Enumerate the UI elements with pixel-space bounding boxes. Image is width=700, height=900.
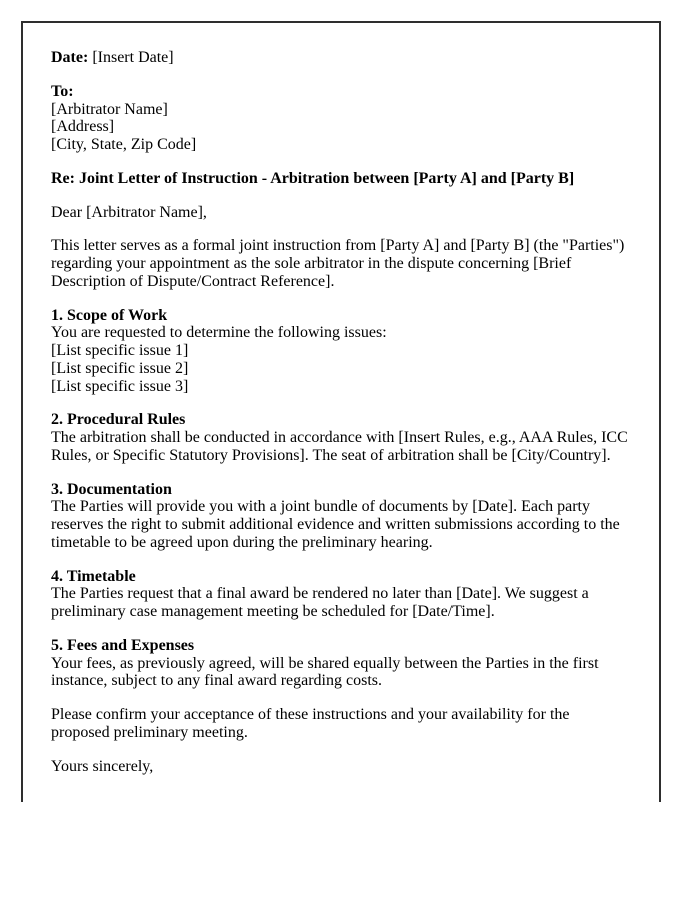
issue-placeholder: [List specific issue 1] — [51, 342, 189, 359]
section-heading: 1. Scope of Work — [51, 306, 168, 324]
section-heading: 4. Timetable — [51, 567, 136, 585]
subject-text: Re: Joint Letter of Instruction - Arbitration between [Party A] and [Party B] — [51, 169, 575, 187]
section-heading: 3. Documentation — [51, 480, 172, 498]
section-body: The arbitration shall be conducted in accordance with [Insert Rules, e.g., AAA Rules, ICC Rules, or Specific Statutory Provisions]. The seat of arbitration shall be [City/Country]. — [51, 429, 628, 464]
section-body: You are requested to determine the following issues: — [51, 324, 387, 342]
section-procedural-rules — [51, 411, 631, 464]
section-scope-of-work — [51, 307, 631, 396]
recipient-line: [City, State, Zip Code] — [51, 136, 197, 153]
signoff: Yours sincerely, — [51, 757, 154, 775]
date-label: Date: — [51, 49, 89, 66]
subject-line — [51, 170, 631, 188]
section-timetable — [51, 568, 631, 621]
section-heading: 5. Fees and Expenses — [51, 636, 195, 654]
date-value: [Insert Date] — [92, 49, 174, 66]
salutation: Dear [Arbitrator Name], — [51, 203, 207, 221]
recipient-line: [Address] — [51, 118, 115, 136]
closing-request: Please confirm your acceptance of these instructions and your availability for the proposed preliminary meeting. — [51, 706, 570, 741]
issue-placeholder: [List specific issue 3] — [51, 377, 189, 395]
section-heading: 2. Procedural Rules — [51, 411, 186, 429]
recipient-line: [Arbitrator Name] — [51, 100, 168, 118]
section-body: The Parties will provide you with a joint bundle of documents by [Date]. Each party reserves the right to submit additional evidence and written submissions according to the timetable to be agreed upon during the preliminary hearing. — [51, 498, 620, 551]
letter-document — [21, 21, 661, 802]
date-line — [51, 49, 631, 67]
recipient-label: To: — [51, 82, 74, 100]
section-fees-and-expenses — [51, 637, 631, 690]
recipient-block — [51, 83, 631, 154]
intro-paragraph: This letter serves as a formal joint instruction from [Party A] and [Party B] (the "Parties") regarding your appointment as the sole arbitrator in the dispute concerning [Brief Description of Dispute/Contract Reference]. — [51, 237, 625, 290]
section-body: Your fees, as previously agreed, will be shared equally between the Parties in the first instance, subject to any final award regarding costs. — [51, 654, 599, 690]
section-body: The Parties request that a final award be rendered no later than [Date]. We suggest a preliminary case management meeting be scheduled for [Date/Time]. — [51, 585, 589, 620]
section-documentation — [51, 481, 631, 552]
issue-placeholder: [List specific issue 2] — [51, 359, 189, 377]
